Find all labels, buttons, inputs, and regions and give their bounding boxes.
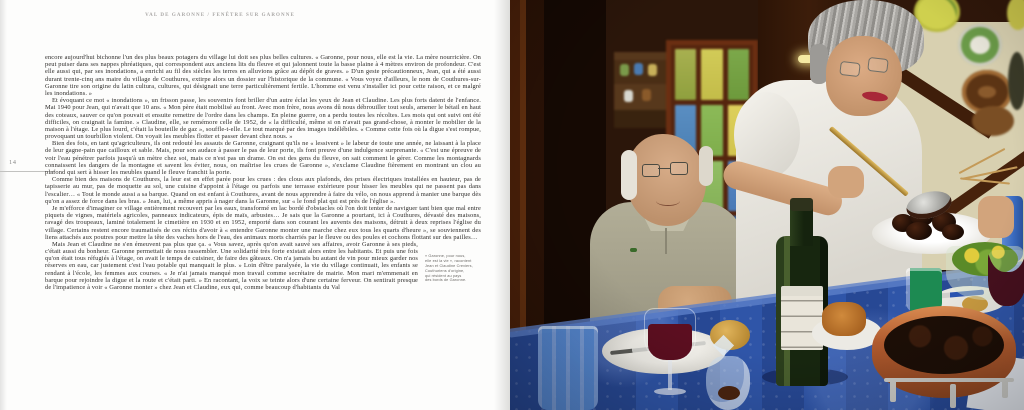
paragraph-4: Comme bien des maisons de Couthures, la leur est en effet parée pour les crues : des clous aux plafonds, des prises électriques installées en hauteur, pas de tapisserie au mur, pas de moquette au sol, une cuisine d'appoint à l'étage ou parfois une terrasse extérieure pour hisser les meubles qui ne passent pas dans l'escalier… « Tout le monde aussi a sa barque. Quand on est enfant à Couthures, avant de nous apprendre à faire du vélo, on nous apprend à manier une barque dès qu'on a assez de force dans les bras. » Jean, lui, a même appris à nager dans la Garonne, sur « le fond plat qui est près de l'église ». <box>45 176 481 205</box>
page-edge-shadow <box>0 0 7 410</box>
photo-vignette <box>510 0 1024 410</box>
gutter-shadow <box>494 0 510 410</box>
photo-couple-serving-prunes <box>510 0 1024 410</box>
paragraph-6-text: Mais Jean et Claudine ne s'en émeuvent pas plus que ça. « Vous savez, après qu'on avait sauvé ses affaires, avoir Garonne à ses pieds, c'était aussi du bonheur. Garonne permettait de nous rassembler. Une solidarité très forte existait alors entre les habitants. Et puis une fois qu'on était tous réfugiés à l'étage, on avait le temps de cuisiner, de faire des gâteaux. On n'a jamais bu autant de vin pour mieux garder nos réserves en eau, car justement c'est l'eau potable qui manquait le plus. » Loin d'être paralysée, la vie du village continuait, les enfants se rendant à l'école, les femmes aux courses. « Je n'ai jamais manqué mon travail comme secrétaire de mairie. Mon mari m'emmenait en barque pour rejoindre la digue et la route et c'était parti. » En racontant, la voix se teinte alors d'une certaine ferveur. On sentirait presque de l'impatience à voir « Garonne monter » chez Jean et Claudine, eux qui, comme beaucoup d'habitants du Val <box>45 240 418 291</box>
paragraph-5: Je m'efforce d'imaginer ce village entièrement recouvert par les eaux, transformé en lac bordé d'obstacles où l'on doit tenter de naviguer tant bien que mal entre piquets de vignes, matériels agricoles, panneaux indicateurs, épis de maïs, arbustes… Je sais que la Garonne a pourtant, ici à Couthures, dévasté des maisons, ravagé des troupeaux, laminé totalement le cimetière en 1930 et en 1952, emporté dans son courant les auvents des maisons, détruit à deux reprises l'église du village. Certains restent encore traumatisés de ces récits d'avoir à « entendre Garonne monter une marche chez eux tous les quarts d'heure », se souviennent des liens attachés aux poutres pour mettre la tête des vaches hors de l'eau, des animaux morts charriés par le fleuve ou des poules et cochons flottant sur des pailles… <box>45 204 481 241</box>
paragraph-6 <box>45 241 481 291</box>
page-number: 14 <box>9 159 17 166</box>
paragraph-2: Et évoquant ce mot « inondations », un frisson passe, les souvenirs font briller d'un autre éclat les yeux de Jean et Claudine. Les plus forts datent de l'enfance. Mai 1940 pour Jean, qui n'avait que 10 ans. « Mon père était mobilisé au front. Avec mon frère, nous avons dû nous débrouiller tout seuls, amener le bétail en haut des coteaux, sauver ce qu'on pouvait et ensuite remettre de l'ordre dans les champs. En pleine guerre, on a perdu toutes les récoltes. Les mois qui ont suivi ont été difficiles, on craignait la famine. » Claudine, elle, se remémore celle de 1952, de « la difficulté, même si on n'avait pas grand-chose, à monter le mobilier de la maison à l'étage. Le plus lourd, c'était la bouteille de gaz », souffle-t-elle. Le tout marqué par des images indélébiles. « Comme cette fois où la digue s'est rompue, provoquant un tourbillon violent. On voyait les meubles flotter et passer devant chez nous. » <box>45 97 481 141</box>
caption-line: Couthuriens d'origine, <box>425 268 465 273</box>
paragraph-3: Bien des fois, en tant qu'agriculteurs, ils ont redouté les assauts de Garonne, craignant qu'ils ne « lessivent » le labeur de toute une année, ne laissant à la place de leur gagne-pain que cailloux et sable. Mais, pour son audace à passer le pas de leur porte, ils font preuve d'une indulgence surprenante. « C'est une épreuve de voir l'eau pénétrer parfois jusqu'à un mètre chez soi, mais ce n'est pas un drame. On est des gens du fleuve, on sait comment le gérer. Comme les montagnards connaissent les dangers de la montagne et savent les éviter, nous, on maîtrise les crues de Garonne », s'exclame Claudine fièrement en montrant un clou au plafond qui sert à hisser les meubles quand le fleuve franchit la porte. <box>45 140 481 176</box>
paragraph-1: encore aujourd'hui bichonne l'un des plus beaux potagers du village lui doit ses plus belles cultures. « Garonne, pour nous, elle est la vie. La mère nourricière. On peut puiser dans ses nappes phréatiques, qui correspondent aux anciens lits du fleuve et qui jalonnent toute la basse plaine à 4 mètres environ de profondeur. C'est elle aussi qui, par ses inondations, a enrichi au fil des siècles les terres en alluvions grâce au dépôt de graves. » D'un geste précautionneux, Jean, qui a été aussi durant trente-cinq ans maire du village de Couthures, extirpe alors un dossier sur l'historique de la commune. « Vous voyez d'ailleurs, le nom de Couthures-sur-Garonne tire son origine du latin cultura, cultures, qui désignait une terre particulièrement fertile. L'homme est venu s'installer ici pour cette raison, et ce malgré les inondations. » <box>45 54 481 97</box>
body-text <box>45 54 481 291</box>
photo-caption <box>425 254 481 283</box>
caption-line: Jean et Claudine Creviers, <box>425 263 473 268</box>
caption-line: qui résident au pays <box>425 273 462 278</box>
running-head: VAL DE GARONNE / FENÊTRE SUR GARONNE <box>145 13 295 18</box>
caption-line: des bords de Garonne. <box>425 278 467 283</box>
caption-line: « Garonne, pour nous, <box>425 253 466 258</box>
caption-line: elle est la vie », racontent <box>425 258 472 263</box>
